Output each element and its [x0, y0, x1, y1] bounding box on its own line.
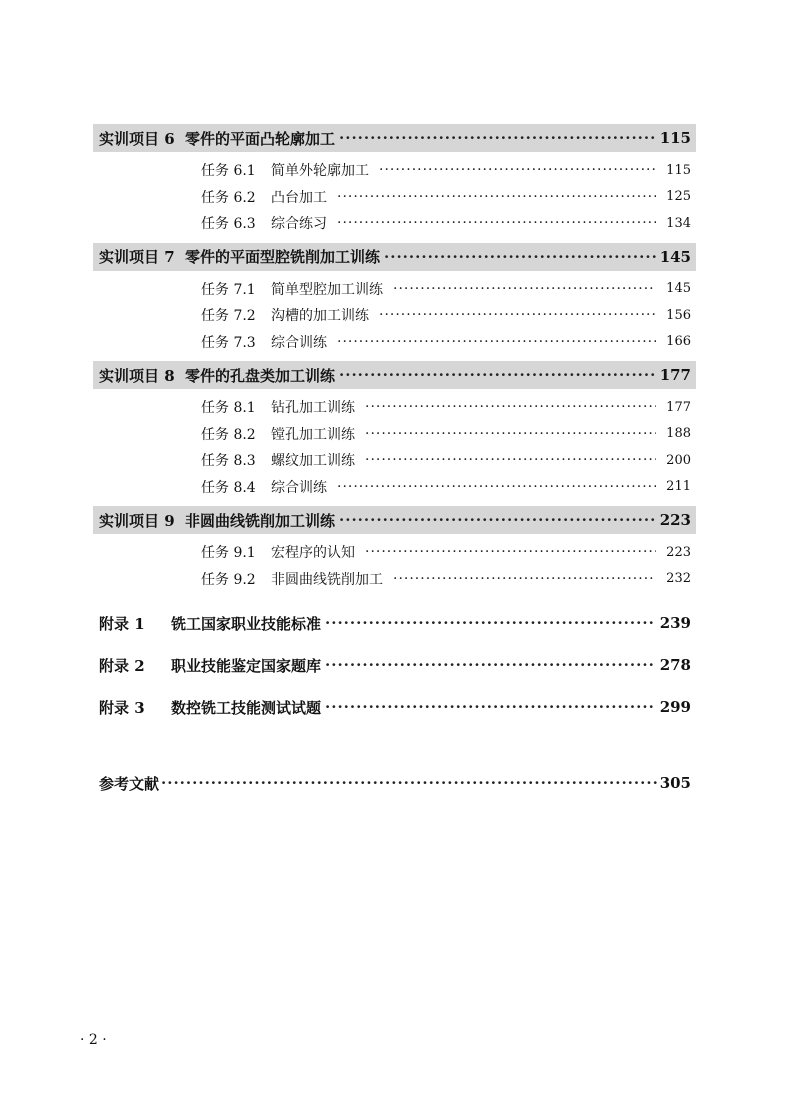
task-row[interactable]	[93, 421, 696, 448]
references-page: 305	[659, 774, 691, 792]
project-page: 177	[659, 366, 691, 384]
project-number: 实训项目 6	[99, 129, 175, 148]
dot-leader	[337, 479, 656, 495]
dot-leader	[393, 571, 656, 587]
task-title: 沟槽的加工训练	[271, 308, 369, 325]
project-group	[93, 243, 696, 356]
project-heading[interactable]	[93, 243, 696, 271]
project-title: 非圆曲线铣削加工训练	[185, 511, 336, 530]
appendix-title: 数控铣工技能测试试题	[171, 698, 322, 717]
project-heading[interactable]	[93, 124, 696, 152]
task-page: 211	[666, 479, 691, 495]
task-row[interactable]	[93, 184, 696, 211]
appendix-row[interactable]	[93, 644, 696, 686]
references-row[interactable]	[93, 768, 696, 798]
task-page: 200	[666, 452, 691, 468]
task-row[interactable]	[93, 447, 696, 474]
dot-leader	[365, 544, 656, 560]
dot-leader	[325, 614, 656, 632]
task-page: 232	[666, 571, 691, 587]
appendix-row[interactable]	[93, 686, 696, 728]
references-title: 参考文献	[99, 774, 160, 793]
project-title: 零件的平面型腔铣削加工训练	[185, 248, 381, 266]
dot-leader	[337, 189, 656, 205]
appendix-page: 239	[659, 614, 691, 632]
appendix-page: 278	[659, 656, 691, 674]
appendix-number: 附录 3	[99, 698, 145, 717]
task-title: 宏程序的认知	[271, 545, 355, 562]
task-page: 125	[666, 189, 691, 205]
dot-leader	[365, 399, 656, 415]
dot-leader	[393, 281, 656, 297]
task-number: 任务 7.1	[201, 281, 256, 298]
task-title: 综合练习	[271, 216, 327, 233]
project-title: 零件的平面凸轮廓加工	[185, 129, 336, 148]
appendix-title: 职业技能鉴定国家题库	[171, 656, 322, 675]
appendix-page: 299	[659, 698, 691, 716]
task-row[interactable]	[93, 539, 696, 566]
task-row[interactable]	[93, 157, 696, 184]
dot-leader	[365, 426, 656, 442]
task-page: 145	[666, 281, 691, 297]
project-number: 实训项目 9	[99, 511, 175, 530]
task-page: 115	[666, 162, 691, 178]
task-page: 177	[666, 399, 691, 415]
task-number: 任务 7.3	[201, 334, 256, 351]
task-number: 任务 9.1	[201, 545, 256, 562]
task-page: 134	[666, 215, 691, 231]
dot-leader	[337, 334, 656, 350]
task-number: 任务 8.3	[201, 453, 256, 470]
task-row[interactable]	[93, 276, 696, 303]
task-page: 156	[666, 307, 691, 323]
project-group	[93, 124, 696, 237]
task-page: 188	[666, 426, 691, 442]
task-page: 223	[666, 544, 691, 560]
appendix-list	[93, 602, 696, 728]
appendix-row[interactable]	[93, 602, 696, 644]
dot-leader	[379, 307, 656, 323]
task-title: 综合训练	[271, 334, 327, 351]
dot-leader	[379, 162, 656, 178]
appendix-number: 附录 1	[99, 614, 145, 633]
project-group	[93, 361, 696, 500]
task-number: 任务 8.4	[201, 479, 256, 496]
task-row[interactable]	[93, 566, 696, 593]
project-page: 115	[659, 129, 691, 147]
project-title: 零件的孔盘类加工训练	[185, 366, 336, 385]
task-row[interactable]	[93, 210, 696, 237]
dot-leader	[339, 129, 656, 147]
project-page: 145	[659, 247, 691, 266]
task-title: 非圆曲线铣削加工	[271, 571, 383, 588]
dot-leader	[325, 698, 656, 716]
task-page: 166	[666, 334, 691, 350]
project-heading[interactable]	[93, 506, 696, 534]
project-number: 实训项目 7	[99, 248, 175, 266]
page-number-footer: · 2 ·	[80, 1032, 107, 1048]
task-number: 任务 8.2	[201, 426, 256, 443]
project-number: 实训项目 8	[99, 366, 175, 385]
dot-leader	[339, 366, 656, 384]
task-title: 镗孔加工训练	[271, 426, 355, 443]
appendix-number: 附录 2	[99, 656, 145, 675]
task-row[interactable]	[93, 329, 696, 356]
table-of-contents	[93, 124, 696, 798]
task-number: 任务 6.1	[201, 163, 256, 180]
task-row[interactable]	[93, 302, 696, 329]
project-heading[interactable]	[93, 361, 696, 389]
task-title: 凸台加工	[271, 189, 327, 206]
project-group	[93, 506, 696, 592]
task-number: 任务 8.1	[201, 400, 256, 417]
task-title: 简单外轮廓加工	[271, 163, 369, 180]
task-number: 任务 6.2	[201, 189, 256, 206]
dot-leader	[384, 248, 656, 266]
task-number: 任务 9.2	[201, 571, 256, 588]
task-row[interactable]	[93, 474, 696, 501]
task-number: 任务 7.2	[201, 308, 256, 325]
task-title: 螺纹加工训练	[271, 453, 355, 470]
dot-leader	[339, 511, 656, 529]
task-title: 钻孔加工训练	[271, 400, 355, 417]
task-row[interactable]	[93, 394, 696, 421]
dot-leader	[337, 215, 656, 231]
task-number: 任务 6.3	[201, 216, 256, 233]
project-page: 223	[659, 511, 691, 529]
dot-leader	[325, 656, 656, 674]
appendix-title: 铣工国家职业技能标准	[171, 614, 322, 633]
task-title: 综合训练	[271, 479, 327, 496]
dot-leader	[365, 452, 656, 468]
dot-leader	[161, 774, 658, 792]
task-title: 简单型腔加工训练	[271, 281, 383, 298]
